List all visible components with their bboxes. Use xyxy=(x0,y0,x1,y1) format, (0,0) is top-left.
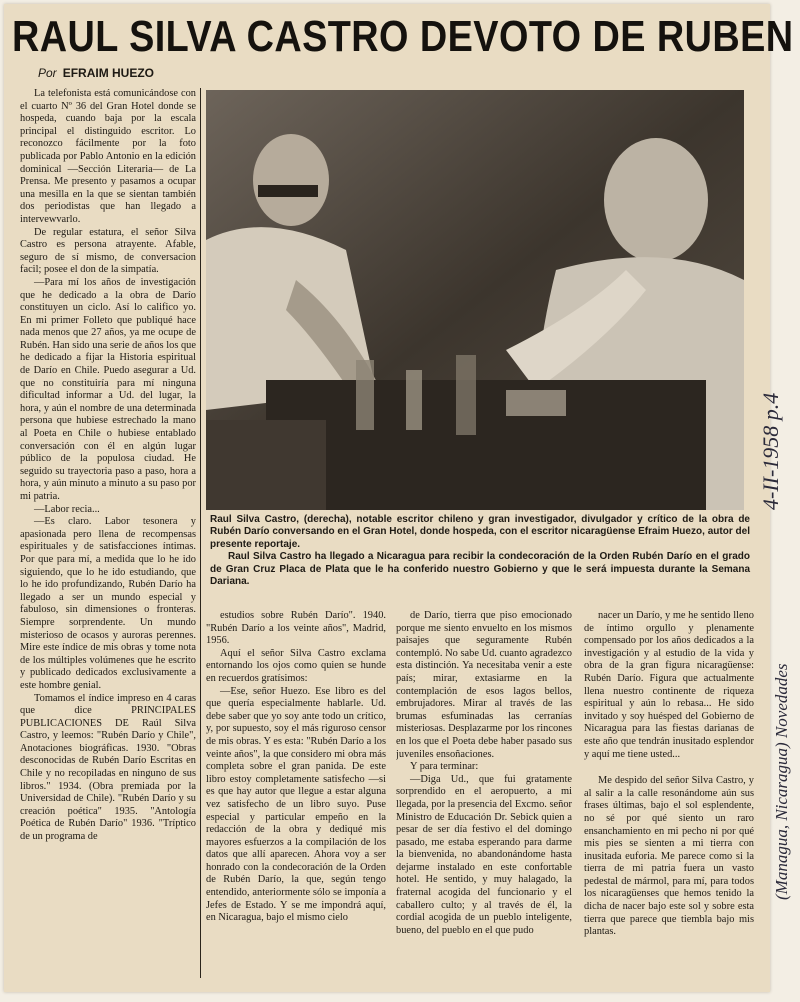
paragraph: —Es claro. Labor tesonera y apasionada pero llena de recompensas espirituales y de satisfacciones íntimas. Por que para mí, a medida que lo he ido siguiendo, que lo he ido estudiando, que lo he ido profundizando, Rubén Darío ha llegado a ser un mundo especial y fabuloso, sin dimensiones o fronteras. Siempre sorprendente. Un mundo misterioso de ocasos y auroras perennes. Mire este índice de mis obras y tome nota de los múltiples volúmenes que he escrito y publicado dedicados exclusivamente a este hombre genial. xyxy=(20,516,196,691)
bottle xyxy=(456,355,476,435)
article-byline xyxy=(38,66,154,80)
paragraph: nacer un Darío, y me he sentido lleno de íntimo orgullo y plenamente compensado por los años dedicados a la investigación y al estudio de la vida y obra de la gran figura nicaragüense: Rubén Darío. Figura que actualmente llena nuestro continente de riqueza espiritual y aún lo rebasa... He sido invitado y soy huésped del Gobierno de Nicaragua para las fiestas darianas de este año que tendrán inusitado esplendor y aquí me tiene usted... xyxy=(584,610,754,760)
paragraph: —Para mí los años de investigación que he dedicado a la obra de Darío constituyen un ciclo. Así lo califico yo. En mi primer Folleto que publiqué hace nada menos que 27 años, ya me ocupe de Rubén. Han sido una serie de años los que he dedicado a fijar la Historia espiritual de Darío en Chile. Puedo asegurar a Ud. que no constituiría para mí ninguna dificultad informar a Ud. del lugar, la hora, y aún el nombre de una determinada persona que hubiese estrechado la mano al Poeta en Chile o hubiese entablado conversación con él en algún lugar público de la populosa ciudad. He seguido su trayectoria paso a paso, hora a hora, y aún minuto a minuto a su paso por mi patria. xyxy=(20,276,196,502)
article-headline: RAUL SILVA CASTRO DEVOTO DE RUBEN xyxy=(12,12,794,61)
photo-image xyxy=(206,90,744,510)
paragraph: Me despido del señor Silva Castro, y al salir a la calle resonándome aún sus frases últimas, bajo el sol esplendente, no sé por qué siento un raro ensanchamiento en mi pecho ni por qué mis pies se sienten a mi tierra con inusitada euforia. Me parece como si la tierra de mi patria fuera un vasto pedestal de mármol, para mí, para todos los nicaragüenses que hemos tenido la dicha de nacer bajo este sol y sobre esta tierra que parece que tiembla bajo mis plantas. xyxy=(584,775,754,938)
column-divider xyxy=(200,88,201,978)
paragraph: —Labor recia... xyxy=(34,503,100,515)
paragraph: —Diga Ud., que fui gratamente sorprendido en el aeropuerto, a mi llegada, por la presencia del Excmo. señor Ministro de Educación Dr. Sebick quien a pesar de ser día festivo el del domingo pasado, me estaba esperando para darme la bienvenida, no abandonándome hasta dejarme instalado en este confortable hotel. He sentido, y muy halagado, la fraternal acogida del funcionario y el caballero culto; y al través de él, la cordial acogida de un pueblo inteligente, bueno, del pueblo en el que pudo xyxy=(396,773,572,936)
paragraph: Y para terminar: xyxy=(410,761,479,773)
right-person-head xyxy=(604,138,708,262)
paragraph: Aquí el señor Silva Castro exclama entornando los ojos como quien se hunde en recuerdos gratísimos: xyxy=(206,647,386,684)
eyeglasses xyxy=(258,185,318,197)
paragraph: de Darío, tierra que piso emocionado porque me siento envuelto en los mismos paisajes que seguramente Rubén contempló. No sabe Ud. cuanto agradezco esta distinción. Ya necesitaba venir a este país; mirar, extasiarme en la contemplación de esos lagos bellos, embrujadores. Mirar al través de las brumas esfuminadas las cerranías misteriosas. Desplazarme por los rincones en los que el Poeta debe haber pasado sus juveniles ensoñaciones. xyxy=(396,610,572,760)
ashtray xyxy=(506,390,566,416)
table xyxy=(266,380,706,510)
paragraph: De regular estatura, el señor Silva Castro es persona atrayente. Afable, seguro de sí mismo, de conversacion facil; posee el don de la simpatía. xyxy=(20,226,196,276)
paragraph: —Ese, señor Huezo. Ese libro es del que quería especialmente hablarle. Ud. debe saber que yo soy ante todo un crítico, y, por supuesto, soy el más riguroso censor de mis obras. Y es esta: "Rubén Darío a los veinte años", la que considero mi obra más completa sobre el gran panida. De este libro estoy completamente satisfecho —si es que hay autor que llegue a estar alguna vez satisfecho de un libro suyo. Puse especial y particular empeño en la redacción de la obra y dediqué mis mayores esfuerzos a la compilación de los datos que allí aparecen. Ahora voy a ser honrado con la condecoración de la Orden de Rubén Darío, la que, según tengo entendido, anteriormente sólo se imponía a Jefes de Estado. Y se me impondrá aquí, en Nicaragua, bajo el mismo cielo xyxy=(206,685,386,924)
article-column-1 xyxy=(20,88,196,978)
glass xyxy=(406,370,422,430)
article-column-2 xyxy=(206,610,386,978)
caption-line: Raul Silva Castro ha llegado a Nicaragua para recibir la condecoración de la Orden Rubén Darío en el grado de Gran Cruz Placa de Plata que le ha conferido nuestro Gobierno y que le será impuesta durante la Semana Dariana. xyxy=(210,551,750,588)
article-column-4 xyxy=(584,610,754,978)
caption-line: Raul Silva Castro, (derecha), notable escritor chileno y gran investigador, divulgador y crítico de la obra de Rubén Darío conversando en el Gran Hotel, donde hospeda, con el escritor nicaragüense Efraim Huezo, autor del presente reportaje. xyxy=(210,514,750,550)
byline-prefix: Por xyxy=(38,66,57,80)
handwritten-date: 4-II-1958 p.4 xyxy=(758,392,783,510)
paragraph: La telefonista está comunicándose con el cuarto Nº 36 del Gran Hotel donde se hospeda, cuando baja por la escala principal el distinguido escritor. Lo reconozco fácilmente por la foto publicada por Pablo Antonio en la edición dominical —Sección Literaria— de La Prensa. Me presento y pasamos a ocupar una mesilla en la que se sientan también dos periodistas que han llegado a intervewvarlo. xyxy=(20,88,196,225)
paragraph: Tomamos el índice impreso en 4 caras que dice PRINCIPALES PUBLICACIONES DE Raúl Silva Castro, y leemos: "Rubén Darío y Chile", Anotaciones biográficas. 1930. "Obras desconocidas de Rubén Darío Escritas en Chile y no recopiladas en ninguno de sus libros." 1934. (Obra premiada por la Universidad de Chile). "Rubén Darío y su creación poética" 1935. "Antología Poética de Rubén Darío" 1936. "Tríptico de un programa de xyxy=(20,692,196,843)
article-column-3 xyxy=(396,610,572,978)
photo-caption xyxy=(210,514,750,588)
left-person-head xyxy=(253,134,329,226)
handwritten-source: (Managua, Nicaragua) Novedades xyxy=(772,663,791,900)
paragraph: estudios sobre Rubén Darío". 1940. "Rubén Darío a los veinte años", Madrid, 1956. xyxy=(206,610,386,647)
glass xyxy=(356,360,374,430)
article-photo xyxy=(206,90,744,510)
byline-author: EFRAIM HUEZO xyxy=(62,66,155,80)
